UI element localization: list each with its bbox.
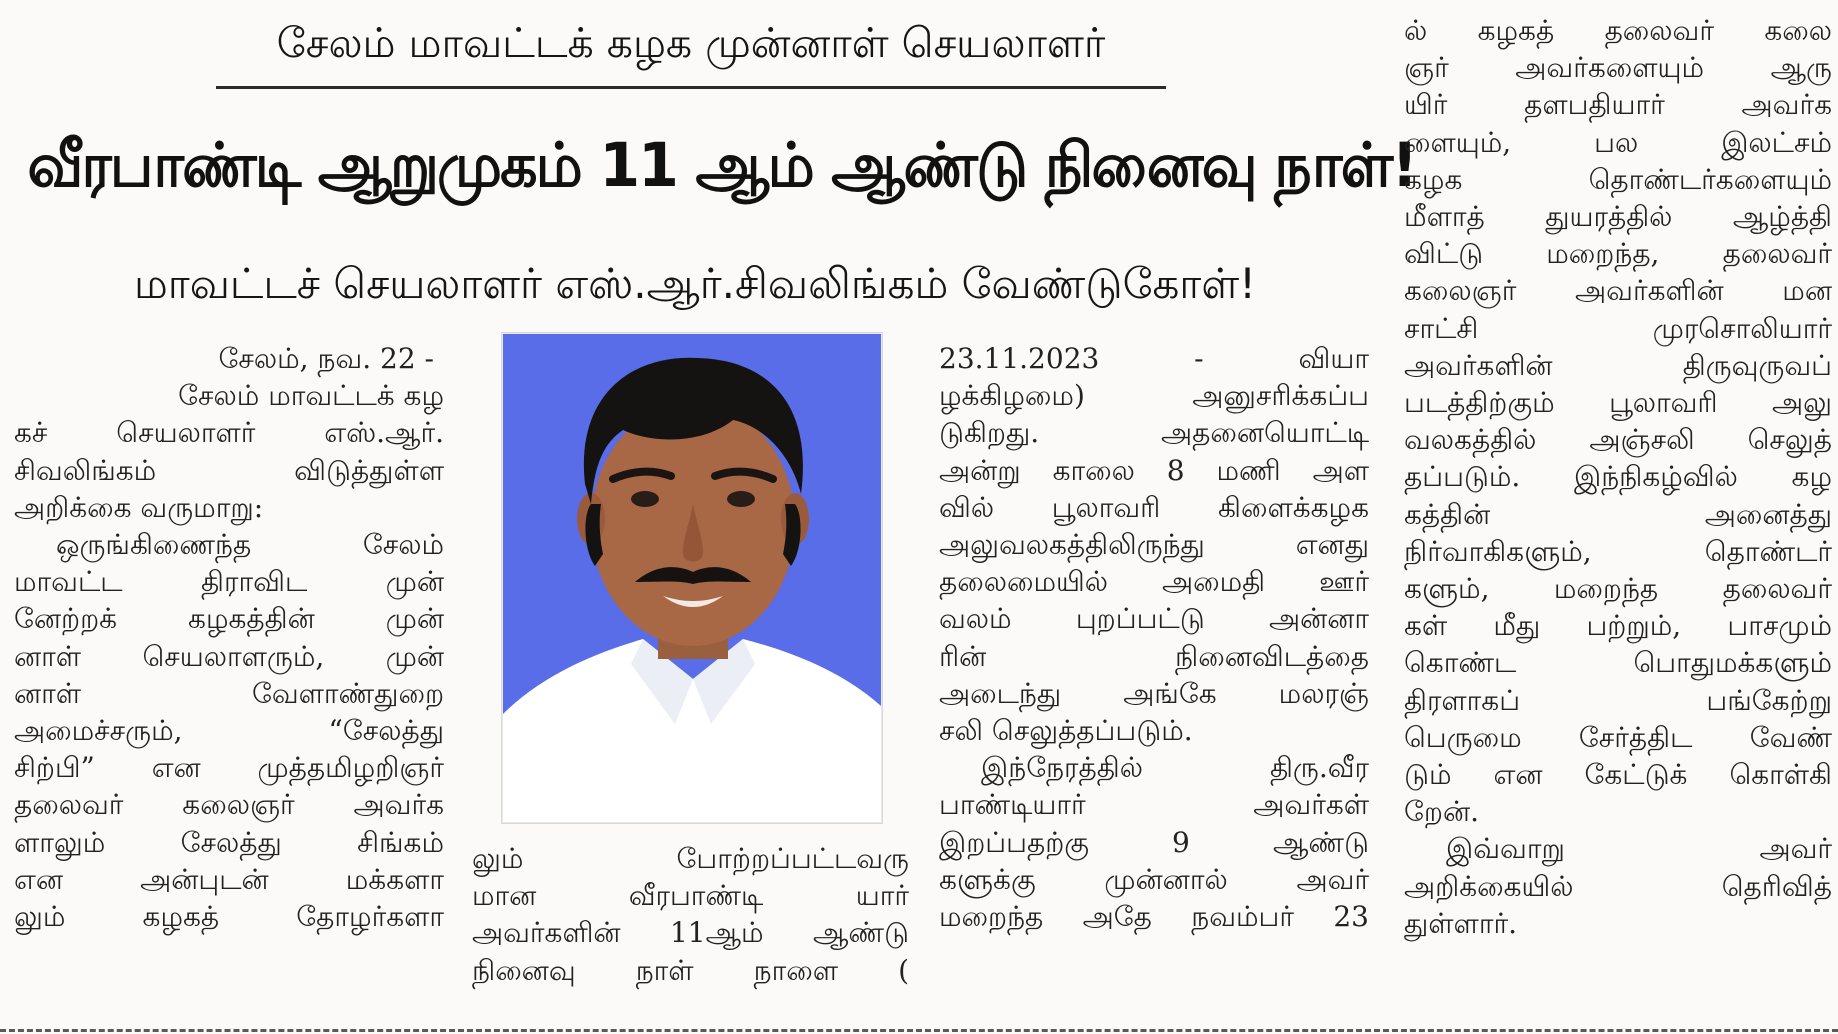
column-line: சலி செலுத்தப்படும். — [939, 714, 1193, 748]
column-line: னாள் செயலாளரும், முன் — [14, 639, 444, 673]
article-subheadline: மாவட்டச் செயலாளர் எஸ்.ஆர்.சிவலிங்கம் வேண்டுகோள்! — [134, 259, 1256, 308]
column-line: நிர்வாகிகளும், தொண்டர் — [1404, 534, 1832, 568]
column-line: அன்று காலை 8 மணி அள — [939, 453, 1369, 487]
column-line: பாண்டியார் அவர்கள் — [939, 788, 1369, 822]
column-line: சாட்சி முரசொலியார் — [1404, 311, 1832, 345]
column-line: படத்திற்கும் பூலாவரி அலு — [1404, 386, 1832, 420]
column-line: மாவட்ட திராவிட முன் — [14, 565, 444, 599]
column-line: றேன். — [1404, 795, 1479, 829]
column-line: வில் பூலாவரி கிளைக்கழக — [939, 490, 1369, 524]
column-line: கச் செயலாளர் எஸ்.ஆர். — [14, 416, 444, 450]
article-column-3 — [939, 340, 1369, 935]
kicker-underline — [216, 86, 1166, 89]
column-line: டுகிறது. அதனையொட்டி — [939, 416, 1369, 450]
portrait-photo-svg — [503, 334, 881, 822]
column-line: ளையும், பல இலட்சம் — [1404, 125, 1832, 159]
column-line: திரளாகப் பங்கேற்று — [1404, 683, 1832, 717]
article-kicker: சேலம் மாவட்டக் கழக முன்னாள் செயலாளர் — [276, 19, 1106, 67]
column-line: விட்டு மறைந்த, தலைவர் — [1404, 237, 1832, 271]
column-line: அறிக்கையில் தெரிவித் — [1404, 869, 1832, 903]
column-line: கழக தொண்டர்களையும் — [1404, 162, 1832, 196]
dateline: சேலம், நவ. 22 - — [218, 342, 434, 375]
column-line: வலம் புறப்பட்டு அன்னா — [939, 602, 1369, 636]
column-line: களுக்கு முன்னால் அவர் — [939, 862, 1369, 896]
column-line: மீளாத் துயரத்தில் ஆழ்த்தி — [1404, 200, 1832, 234]
column-line: கள் மீது பற்றும், பாசமும் — [1404, 609, 1832, 643]
column-line: கலைஞர் அவர்களின் மன — [1404, 274, 1832, 308]
column-line: ஒருங்கிணைந்த சேலம் — [56, 528, 444, 562]
column-line: தலைமையில் அமைதி ஊர் — [939, 565, 1369, 599]
column-line: ளாலும் சேலத்து சிங்கம் — [14, 825, 444, 859]
column-line: மான வீரபாண்டி யார் — [472, 879, 909, 913]
column-line: லும் போற்றப்பட்டவரு — [472, 842, 909, 875]
column-line: லும் கழகத் தோழர்களா — [14, 900, 444, 934]
column-line: ரின் நினைவிடத்தை — [939, 639, 1369, 673]
column-line: கொண்ட பொதுமக்களும் — [1404, 646, 1832, 680]
column-line: நினைவு நாள் நாளை ( — [472, 953, 909, 987]
column-line: கத்தின் அனைத்து — [1404, 497, 1832, 531]
article-column-2 — [472, 840, 909, 989]
column-line: ஞர் அவர்களையும் ஆரு — [1404, 51, 1832, 85]
column-line: அடைந்து அங்கே மலரஞ் — [939, 676, 1369, 710]
column-line: தப்படும். இந்நிகழ்வில் கழ — [1404, 460, 1832, 494]
column-line: அமைச்சரும், “சேலத்து — [14, 714, 444, 748]
column-line: சிவலிங்கம் விடுத்துள்ள — [14, 453, 444, 487]
column-line: இறப்பதற்கு 9 ஆண்டு — [939, 825, 1369, 859]
column-line: அவர்களின் திருவுருவப் — [1404, 348, 1832, 382]
column-line: டும் என கேட்டுக் கொள்கி — [1404, 758, 1832, 792]
portrait-photo — [502, 333, 882, 823]
column-line: யிர் தளபதியார் அவர்க — [1404, 88, 1832, 122]
column-line: சிற்பி” என முத்தமிழறிஞர் — [14, 751, 444, 785]
column-line: இந்நேரத்தில் திரு.வீர — [981, 751, 1369, 785]
article-column-4 — [1404, 12, 1832, 942]
article-column-1 — [14, 340, 444, 935]
column-line: தலைவர் கலைஞர் அவர்க — [14, 788, 444, 822]
column-line: இவ்வாறு அவர் — [1446, 832, 1832, 866]
column-line: அவர்களின் 11ஆம் ஆண்டு — [472, 916, 909, 950]
column-line: பெருமை சேர்த்திட வேண் — [1404, 720, 1832, 754]
column-line: சேலம் மாவட்டக் கழ — [178, 379, 444, 413]
dashed-cut-line — [0, 1029, 1838, 1032]
article-headline: வீரபாண்டி ஆறுமுகம் 11 ஆம் ஆண்டு நினைவு நாள்! — [27, 130, 1417, 201]
column-line: அறிக்கை வருமாறு: — [14, 490, 264, 524]
column-line: அலுவலகத்திலிருந்து எனது — [939, 528, 1369, 562]
column-line: னாள் வேளாண்துறை — [14, 676, 444, 710]
column-line: மறைந்த அதே நவம்பர் 23 — [939, 900, 1369, 934]
column-line: ல் கழகத் தலைவர் கலை — [1404, 14, 1832, 47]
column-line: 23.11.2023 - வியா — [939, 342, 1369, 375]
column-line: களும், மறைந்த தலைவர் — [1404, 572, 1832, 606]
column-line: னேற்றக் கழகத்தின் முன் — [14, 602, 444, 636]
column-line: வலகத்தில் அஞ்சலி செலுத் — [1404, 423, 1832, 457]
column-line: ழக்கிழமை) அனுசரிக்கப்ப — [939, 379, 1369, 413]
column-line: என அன்புடன் மக்களா — [14, 862, 444, 896]
column-line: துள்ளார். — [1404, 906, 1517, 940]
